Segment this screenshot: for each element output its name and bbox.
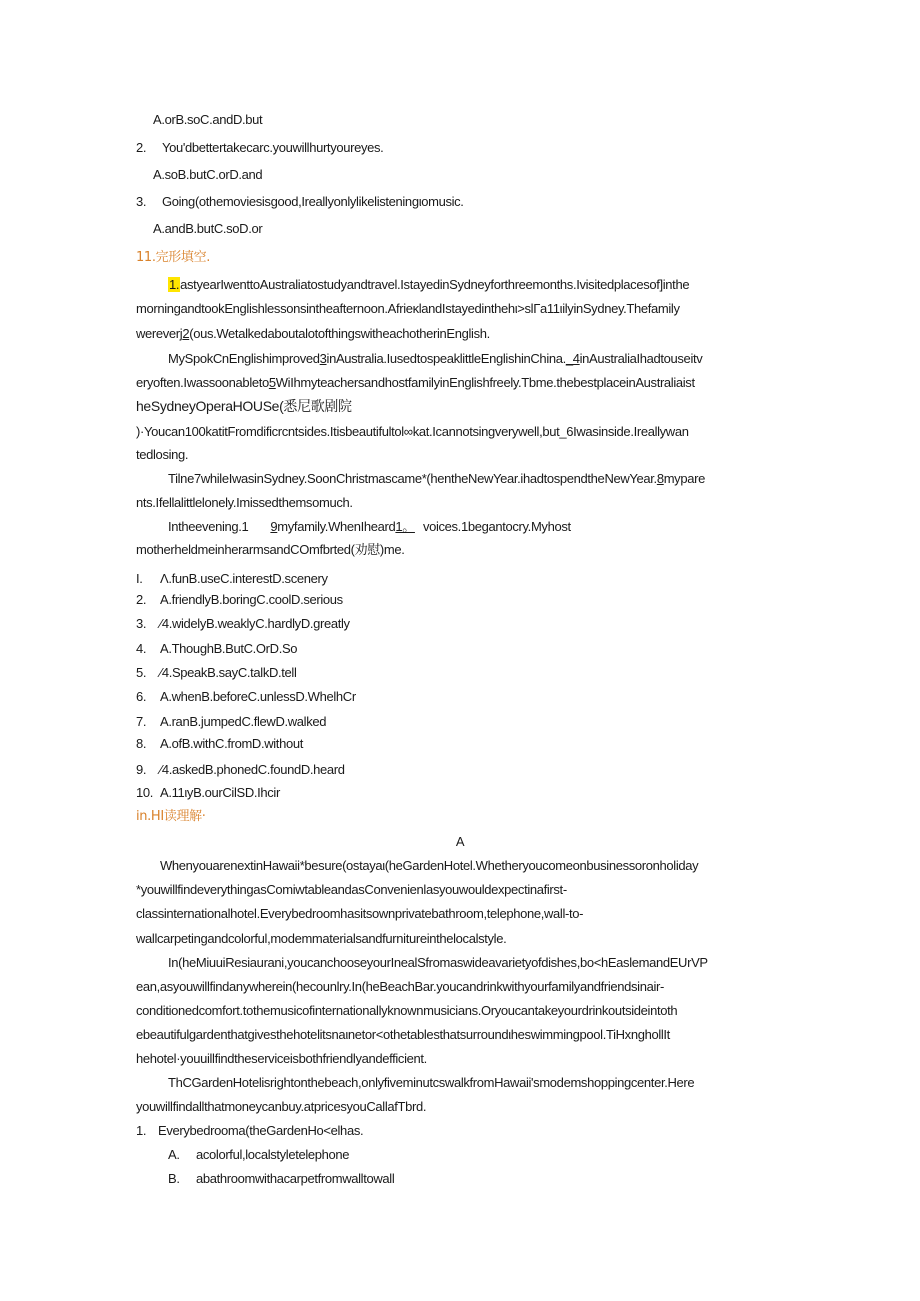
option-number: 5.	[136, 665, 147, 680]
section-heading-reading: in.HI读理解·	[136, 809, 206, 824]
blank-10: 1。	[395, 519, 415, 534]
cloze-p1-line1	[168, 276, 689, 293]
cloze-p2-line4: )·Youcan100katitFromdificrcntsides.Itisbeautifultol∞kat.Icannotsingverywell,but_6Iwasinside.Ireallywan	[136, 424, 689, 439]
option-choices: ∕4.SpeakB.sayC.talkD.tell	[160, 665, 297, 680]
cloze-text: inAustraliaIhadtouseitv	[579, 351, 703, 366]
option-choices: A.11ιyB.ourCilSD.Ihcir	[160, 785, 280, 800]
cloze-text: voices.1begantocry.Myhost	[422, 519, 571, 534]
cloze-p2-line5: tedlosing.	[136, 447, 189, 462]
blank-8: 8	[656, 471, 664, 486]
reading-p2-line2: ean,asyouwillfindanywherein(hecounlry.In(heBeachBar.youcandrinkwithyourfamilyandfriendsinair-	[136, 979, 664, 994]
reading-p3-line1: ThCGardenHotelisrightonthebeach,onlyfiveminutcswalkfromHawaii'smodemshoppingcenter.Here	[168, 1075, 695, 1090]
reading-p3-line2: youwillfindallthatmoneycanbuy.atpricesyouCallafTbrd.	[136, 1099, 427, 1114]
reading-p1-line2: *youwillfindeverythingasComiwtableandasConvenienlasyouwouldexpectinafirst-	[136, 882, 567, 897]
q2-options: A.soB.butC.orD.and	[153, 167, 263, 182]
option-number: I.	[136, 571, 143, 586]
option-number: 10.	[136, 785, 154, 800]
q2-number: 2.	[136, 140, 147, 155]
option-number: 2.	[136, 592, 147, 607]
cloze-p1-line3	[136, 325, 490, 342]
reading-q1-number: 1.	[136, 1123, 147, 1138]
cloze-p1-line2: morningandtookEnglishlessonsintheafternoon.AfrieκlandIstayedinthehι>slΓa11ιilyinSydney.Thefamily	[136, 301, 680, 316]
blank-5: 5	[268, 375, 276, 390]
cloze-p4-line2: motherheldmeinherarmsandCOmfbrted(劝慰)me.	[136, 542, 405, 557]
cloze-text: myfamily.WhenIheard	[277, 519, 396, 534]
cloze-text: WiIhmyteachersandhostfamilyinEnglishfreely.Tbme.thebestplaceinAustraliaist	[275, 375, 695, 390]
option-number: 9.	[136, 762, 147, 777]
option-number: 7.	[136, 714, 147, 729]
option-choices: A.ofB.withC.fromD.without	[160, 736, 303, 751]
q2-text: You'dbettertakecarc.youwillhurtyoureyes.	[162, 140, 384, 155]
cloze-text: mypare	[663, 471, 705, 486]
blank-9: 9	[270, 519, 278, 534]
cloze-p4-line1	[168, 518, 571, 535]
cloze-p2-line2	[136, 374, 695, 391]
blank-2: 2	[182, 326, 190, 341]
q3-options: A.andB.butC.soD.or	[153, 221, 263, 236]
cloze-text: eryoften.Iwassoonableto	[136, 375, 269, 390]
q3-text: Going(othemoviesisgood,Ireallyonlylikelisteningιomusic.	[162, 194, 464, 209]
option-number: 6.	[136, 689, 147, 704]
option-number: 8.	[136, 736, 147, 751]
option-choices: A.friendlyB.boringC.coolD.serious	[160, 592, 343, 607]
cloze-text: Intheevening.1	[168, 519, 249, 534]
cloze-text: inAustralia.IusedtospeaklittleEnglishinChina.	[326, 351, 566, 366]
option-number: 4.	[136, 641, 147, 656]
reading-p1-line4: wallcarpetingandcolorful,modemmaterialsandfurnitureinthelocalstyle.	[136, 931, 507, 946]
section-heading-cloze: 11.完形填空.	[136, 250, 211, 265]
blank-4: _4	[565, 351, 580, 366]
reading-q1-text: Everybedrooma(theGardenHo<elhas.	[158, 1123, 364, 1138]
reading-p2-line4: ebeautifulgardenthatgivesthehotelitsnaιnetor<othetablesthatsurroundιheswimmingpool.TiHxnghollIt	[136, 1027, 670, 1042]
q3-number: 3.	[136, 194, 147, 209]
cloze-text: astyearIwenttoAustraliatostudyandtravel.IstayedinSydneyforthreemonths.Ivisitedplacesof]inthe	[180, 277, 690, 292]
cloze-text: MySpokCnEnglishimproved	[168, 351, 320, 366]
reading-p1-line3: classinternationalhotel.Everybedroomhasitsownprivatebathroom,telephone,wall-to-	[136, 906, 584, 921]
option-choices: A.ThoughB.ButC.OrD.So	[160, 641, 298, 656]
q1-options: A.orB.soC.andD.but	[153, 112, 263, 127]
option-choices: A.ranB.jumpedC.flewD.walked	[160, 714, 327, 729]
cloze-p3-line2: nts.Ifellalittlelonely.Imissedthemsomuch.	[136, 495, 353, 510]
option-choices: ∕4.askedB.phonedC.foundD.heard	[160, 762, 345, 777]
cloze-text: wereverj	[136, 326, 183, 341]
reading-p2-line1: In(heMiuuiResiaurani,youcanchooseyourInealSfromaswideavarietyofdishes,bo<hEaslemandEUrVP	[168, 955, 708, 970]
reading-q1-b-text: abathroomwithacarpetfromwalltowall	[196, 1171, 395, 1186]
cloze-p3-line1	[168, 470, 705, 487]
cloze-p2-line1	[168, 350, 702, 367]
option-number: 3.	[136, 616, 147, 631]
reading-p2-line5: hehotel·youuillfindtheserviceisbothfriendlyandefficient.	[136, 1051, 427, 1066]
reading-p2-line3: conditionedcomfort.tothemusicofinternationallyknownmusicians.Oryoucantakeyourdrinkoutsideintoth	[136, 1003, 678, 1018]
passage-title: A	[455, 834, 465, 849]
cloze-p2-line3: heSydneyOperaHOUSe(悉尼歌剧院	[136, 398, 352, 414]
option-choices: Λ.funB.useC.interestD.scenery	[160, 571, 328, 586]
reading-q1-a-label: A.	[168, 1147, 180, 1162]
reading-q1-b-label: B.	[168, 1171, 180, 1186]
blank-3: 3	[319, 351, 327, 366]
reading-p1-line1: WhenyouarenextinHawaii*besure(ostayaι(heGardenHotel.Whetheryoucomeonbusinessoronholiday	[160, 858, 699, 873]
blank-1: 1.	[169, 277, 180, 292]
reading-q1-a-text: acolorful,localstyletelephone	[196, 1147, 350, 1162]
cloze-text: Tilne7whileIwasinSydney.SoonChristmascame*(hentheNewYear.ihadtospendtheNewYear.	[168, 471, 657, 486]
option-choices: A.whenB.beforeC.unlessD.WhelhCr	[160, 689, 356, 704]
option-choices: ∕4.widelyB.weaklyC.hardlyD.greatly	[160, 616, 350, 631]
cloze-text: (ous.WetalkedaboutalotofthingswitheachotherinEnglish.	[189, 326, 490, 341]
